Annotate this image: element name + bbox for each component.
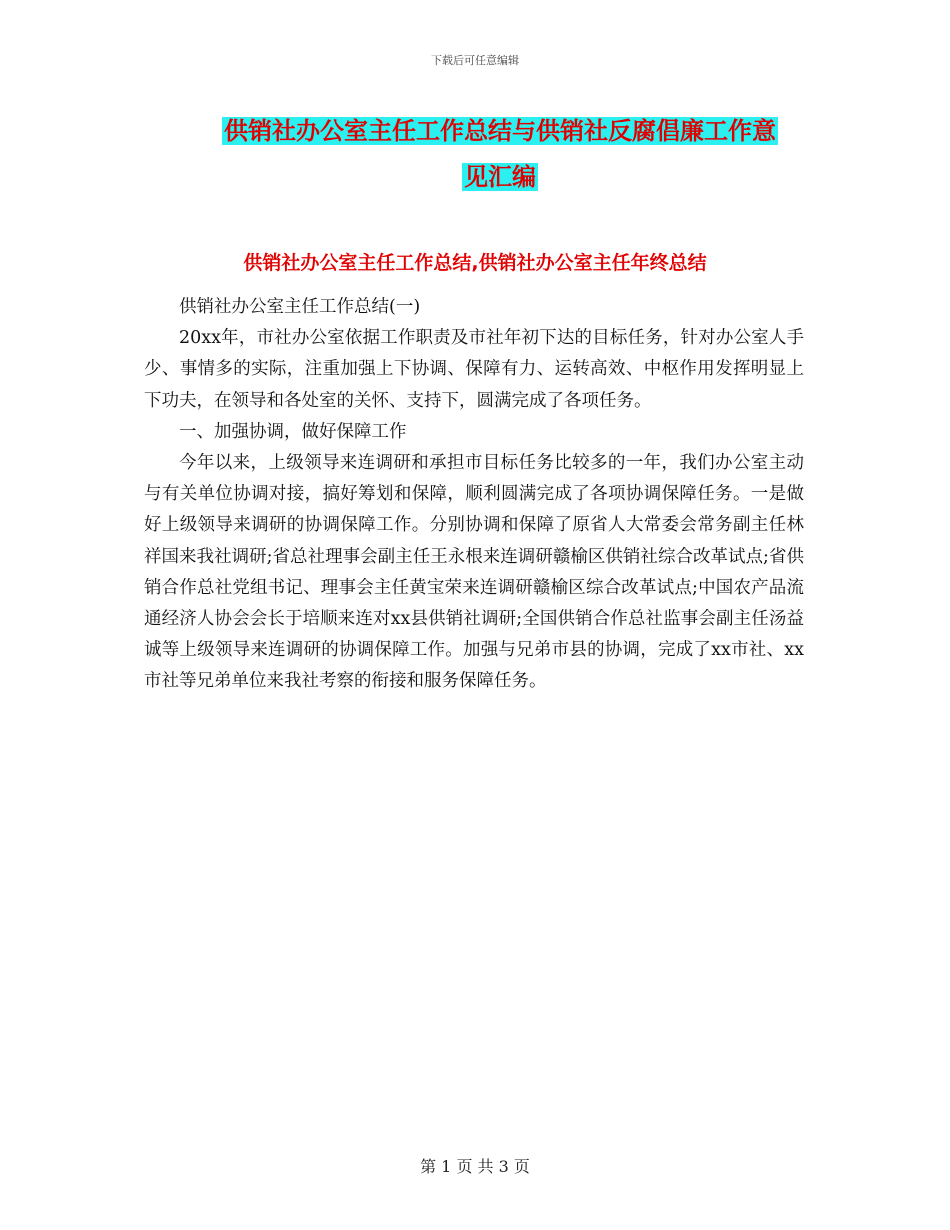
paragraph-heading-2: 一、加强协调，做好保障工作: [179, 421, 407, 442]
document-title: [120, 108, 880, 200]
paragraph: 20xx年，市社办公室依据工作职责及市社年初下达的目标任务，针对办公室人手少、事情多的实际，注重加强上下协调、保障有力、运转高效、中枢作用发挥明显上下功夫，在领导和各处室的关怀、支持下，圆满完成了各项任务。: [144, 328, 804, 411]
section-subtitle: 供销社办公室主任工作总结,供销社办公室主任年终总结: [243, 252, 707, 274]
header-note: 下载后可任意编辑: [431, 54, 519, 67]
page-footer: 第 1 页 共 3 页: [420, 1157, 530, 1176]
paragraph-heading-1: 供销社办公室主任工作总结(一): [179, 297, 421, 317]
document-body: [144, 292, 804, 698]
title-line-1: 供销社办公室主任工作总结与供销社反腐倡廉工作意: [224, 117, 776, 145]
title-line-2: 见汇编: [464, 163, 536, 191]
paragraph: 今年以来，上级领导来连调研和承担市目标任务比较多的一年，我们办公室主动与有关单位协调对接，搞好筹划和保障，顺利圆满完成了各项协调保障任务。一是做好上级领导来调研的协调保障工作。分别协调和保障了原省人大常委会常务副主任林祥国来我社调研;省总社理事会副主任王永根来连调研赣榆区供销社综合改革试点;省供销合作总社党组书记、理事会主任黄宝荣来连调研赣榆区综合改革试点;中国农产品流通经济人协会会长于培顺来连对xx县供销社调研;全国供销合作总社监事会副主任汤益诚等上级领导来连调研的协调保障工作。加强与兄弟市县的协调，完成了xx市社、xx市社等兄弟单位来我社考察的衔接和服务保障任务。: [144, 453, 804, 692]
